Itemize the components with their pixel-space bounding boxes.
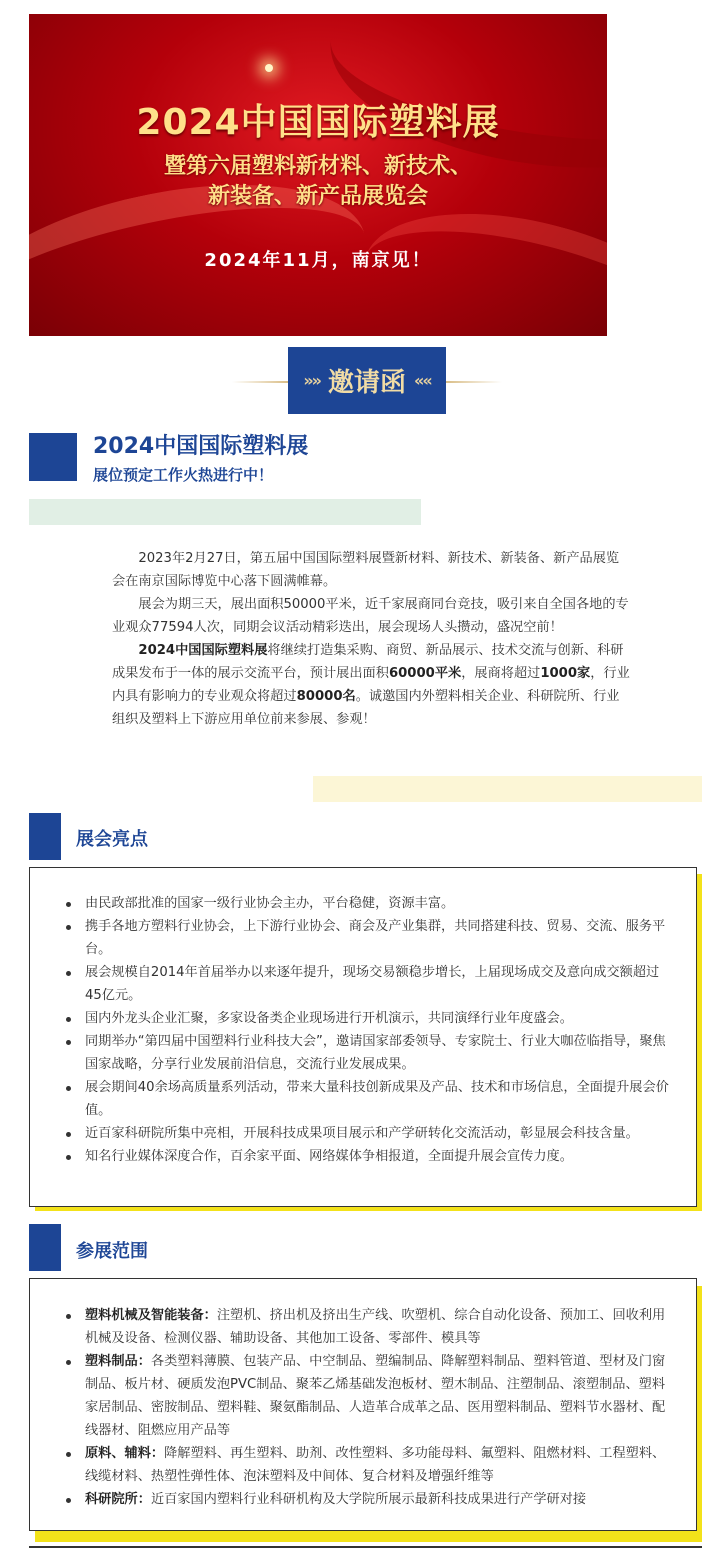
decorative-bar <box>29 499 421 525</box>
text: ，行业内具有影响力的专业观众将超过 <box>112 666 630 704</box>
intro-paragraph <box>112 639 632 731</box>
banner-date: 2024年11月，南京见！ <box>204 250 432 271</box>
list-item: 国内外龙头企业汇聚，多家设备类企业现场进行开机演示，共同演绎行业年度盛会。 <box>85 1007 696 1030</box>
section-accent-block <box>29 813 61 860</box>
list-item: 同期举办“第四届中国塑料行业科技大会”，邀请国家部委领导、专家院士、行业大咖莅临指导，聚焦国家战略，分享行业发展前沿信息，交流行业发展成果。 <box>85 1030 696 1076</box>
scope-text: 各类塑料薄膜、包装产品、中空制品、塑编制品、降解塑料制品、塑料管道、型材及门窗制品、板片材、硬质发泡PVC制品、聚苯乙烯基础发泡板材、塑木制品、注塑制品、滚塑制品、塑料家居制品、密胺制品、塑料鞋、聚氨酯制品、人造革合成革之品、医用塑料制品、塑料节水器材、配线器材、阻燃应用产品等 <box>85 1354 666 1438</box>
scope-text: 降解塑料、再生塑料、助剂、改性塑料、多功能母料、氟塑料、阻燃材料、工程塑料、线缆材料、热塑性弹性体、泡沫塑料及中间体、复合材料及增强纤维等 <box>85 1446 666 1484</box>
page-subtitle: 展位预定工作火热进行中！ <box>93 466 274 484</box>
text: 。诚邀国内外塑料相关企业、科研院所、行业组织及塑料上下游应用单位前来参展、参观！ <box>112 689 620 727</box>
invitation-badge <box>288 347 446 414</box>
scope-text: 注塑机、挤出机及挤出生产线、吹塑机、综合自动化设备、预加工、回收利用机械及设备、检测仪器、辅助设备、其他加工设备、零部件、模具等 <box>85 1308 666 1346</box>
page-title: 2024中国国际塑料展 <box>93 434 309 459</box>
scope-label: 塑料制品： <box>85 1354 151 1369</box>
banner-subtitle <box>29 152 607 212</box>
list-item: 知名行业媒体深度合作，百余家平面、网络媒体争相报道，全面提升展会宣传力度。 <box>85 1145 696 1168</box>
section-heading-highlights: 展会亮点 <box>76 829 148 850</box>
sparkle-icon <box>265 64 273 72</box>
text: ，展商将超过 <box>461 666 541 681</box>
divider <box>29 1546 702 1548</box>
invitation-label: 邀请函 <box>327 368 406 398</box>
scope-card <box>29 1278 697 1531</box>
decorative-line-left <box>232 381 288 383</box>
scope-list <box>30 1304 696 1511</box>
list-item: 由民政部批准的国家一级行业协会主办，平台稳健，资源丰富。 <box>85 892 696 915</box>
list-item <box>85 1304 696 1350</box>
bold-text: 1000家 <box>540 666 591 681</box>
scope-label: 科研院所： <box>85 1492 151 1507</box>
list-item <box>85 1488 696 1511</box>
decorative-bar <box>313 776 702 802</box>
list-item <box>85 1350 696 1442</box>
highlights-list <box>30 892 696 1168</box>
section-heading-scope: 参展范围 <box>76 1241 148 1262</box>
list-item: 近百家科研院所集中亮相，开展科技成果项目展示和产学研转化交流活动，彰显展会科技含量。 <box>85 1122 696 1145</box>
text: 将继续打造集采购、商贸、新品展示、技术交流与创新、科研成果发布于一体的展示交流平台，预计展出面积 <box>112 643 624 681</box>
hero-banner <box>29 14 607 336</box>
intro-text <box>112 547 632 731</box>
chevrons-right-icon: »» <box>303 371 320 390</box>
bold-text: 2024中国国际塑料展 <box>138 643 268 658</box>
chevrons-left-icon: «« <box>414 371 431 390</box>
header-accent-block <box>29 433 77 481</box>
bold-text: 80000名 <box>296 689 356 704</box>
intro-paragraph: 展会为期三天，展出面积50000平米，近千家展商同台竞技，吸引来自全国各地的专业观众77594人次，同期会议活动精彩迭出，展会现场人头攒动，盛况空前！ <box>112 597 629 635</box>
banner-title: 2024中国国际塑料展 <box>136 102 500 143</box>
scope-label: 塑料机械及智能装备： <box>85 1308 217 1323</box>
list-item: 展会期间40余场高质量系列活动，带来大量科技创新成果及产品、技术和市场信息，全面提升展会价值。 <box>85 1076 696 1122</box>
banner-subtitle-line2: 新装备、新产品展览会 <box>207 184 428 209</box>
list-item: 携手各地方塑料行业协会，上下游行业协会、商会及产业集群，共同搭建科技、贸易、交流、服务平台。 <box>85 915 696 961</box>
section-accent-block <box>29 1224 61 1271</box>
scope-label: 原料、辅料： <box>85 1446 165 1461</box>
bold-text: 60000平米 <box>388 666 462 681</box>
highlights-card <box>29 867 697 1207</box>
list-item <box>85 1442 696 1488</box>
scope-text: 近百家国内塑料行业科研机构及大学院所展示最新科技成果进行产学研对接 <box>150 1492 587 1507</box>
intro-paragraph: 2023年2月27日，第五届中国国际塑料展暨新材料、新技术、新装备、新产品展览会在南京国际博览中心落下圆满帷幕。 <box>112 551 620 589</box>
decorative-line-right <box>446 381 502 383</box>
banner-subtitle-line1: 暨第六届塑料新材料、新技术、 <box>163 154 472 179</box>
list-item: 展会规模自2014年首届举办以来逐年提升，现场交易额稳步增长，上届现场成交及意向成交额超过45亿元。 <box>85 961 696 1007</box>
